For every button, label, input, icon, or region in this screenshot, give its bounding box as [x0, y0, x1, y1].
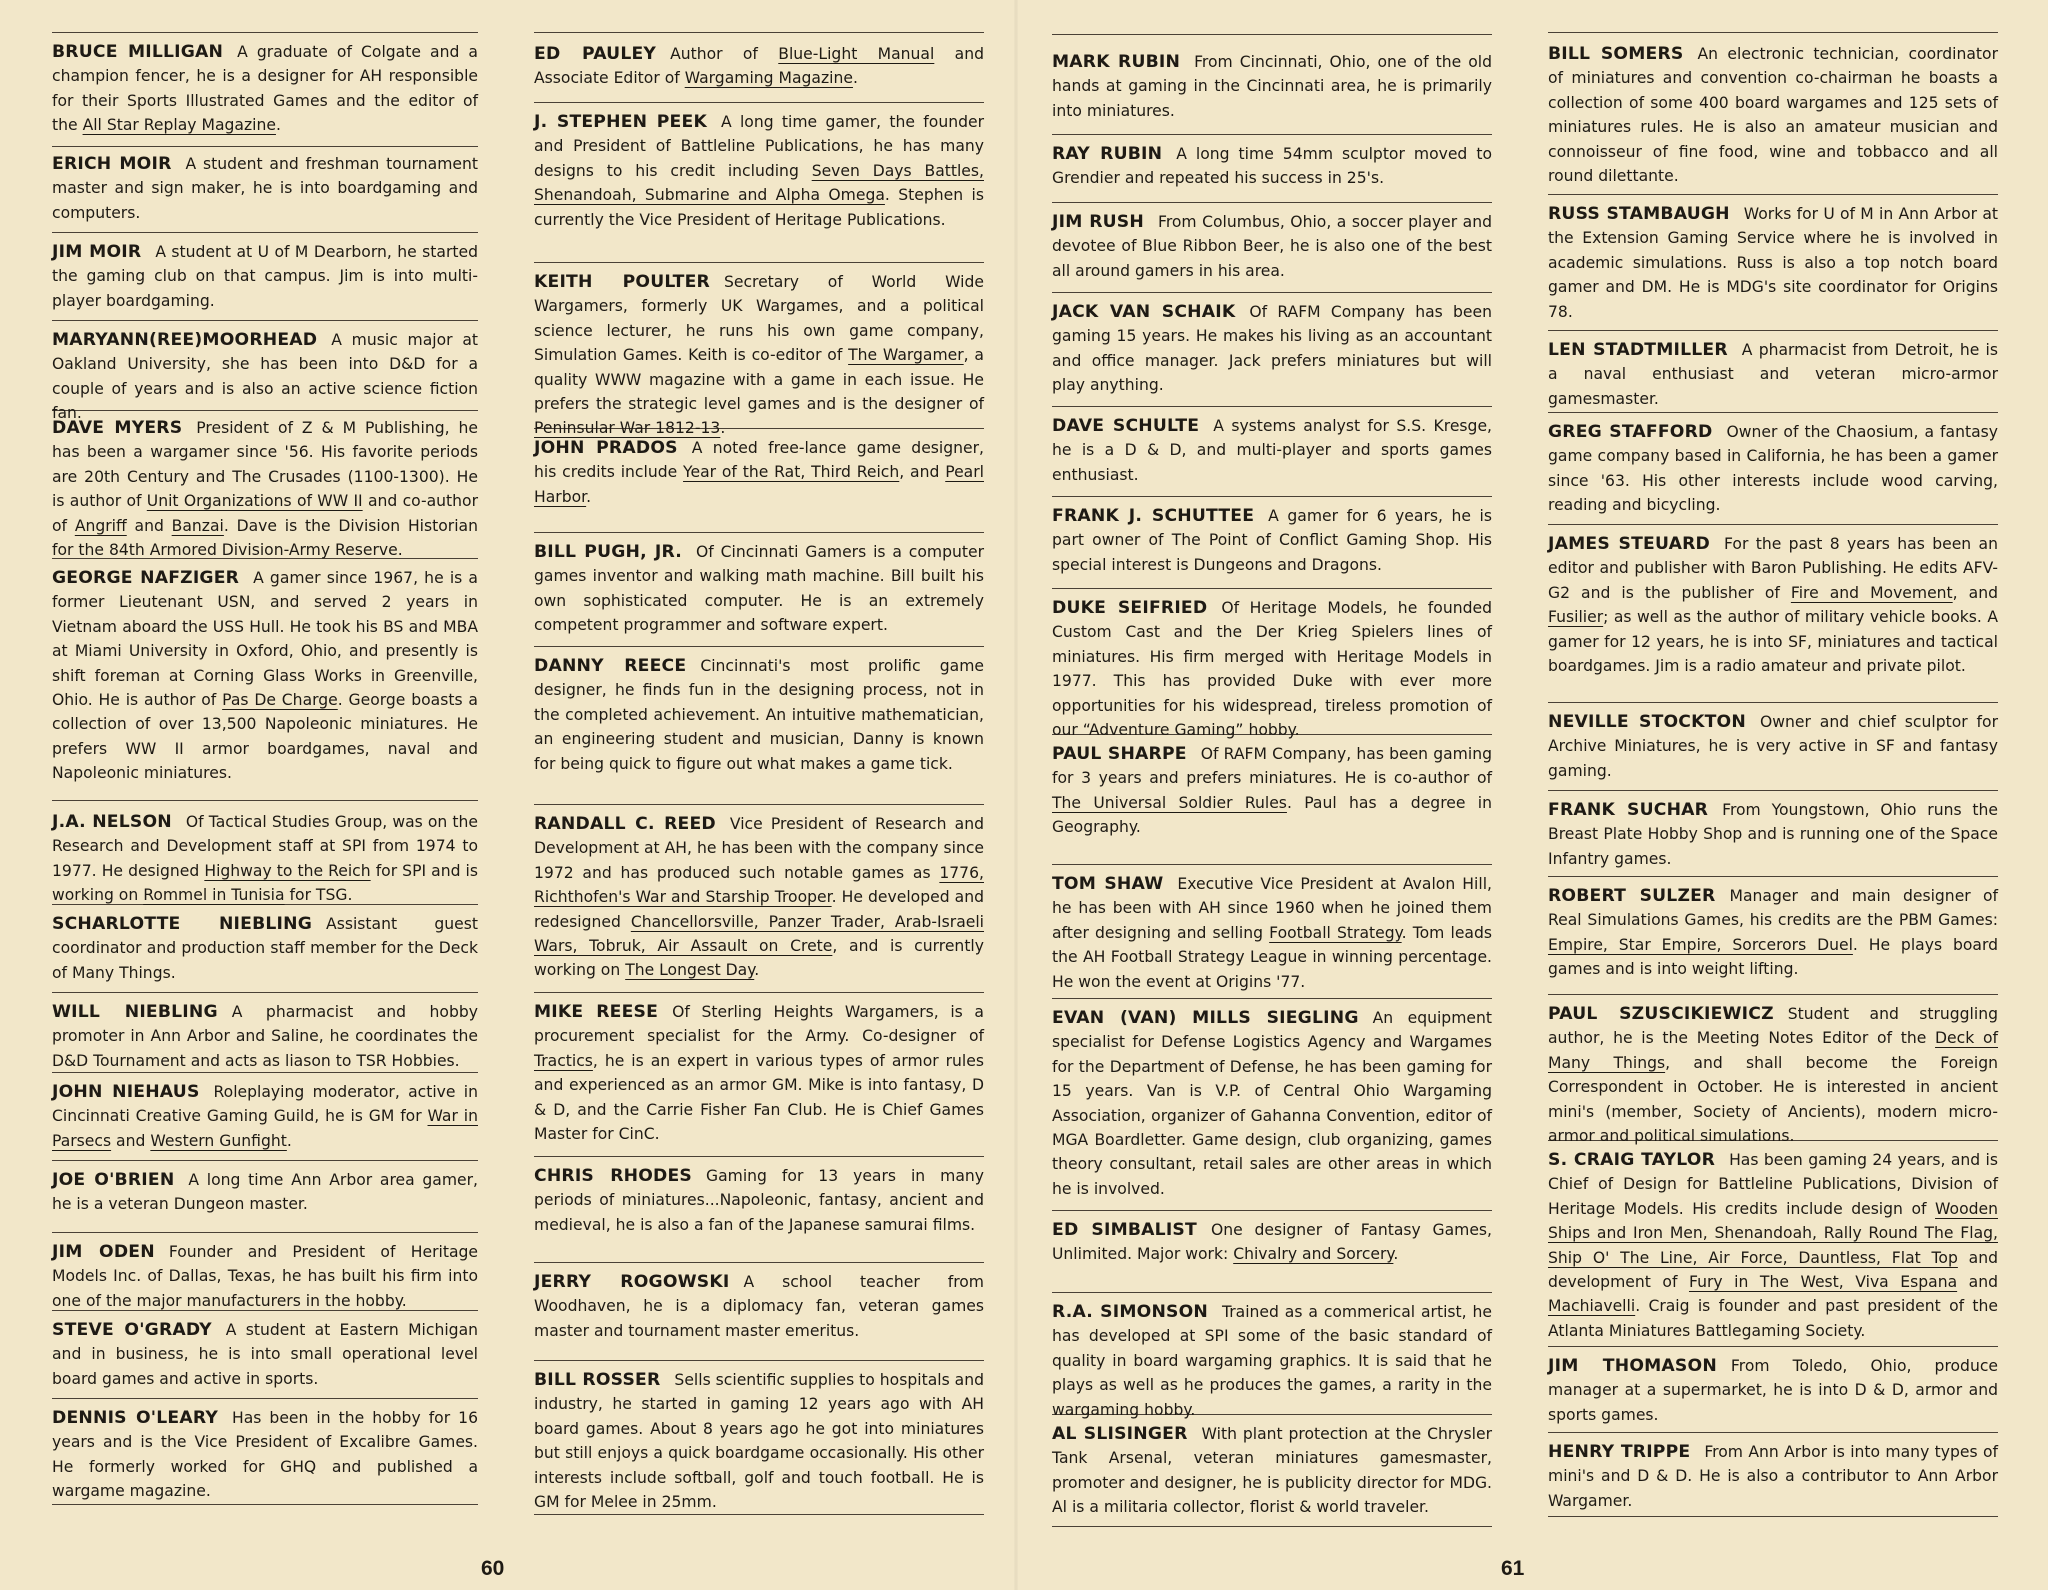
divider-rule	[52, 1504, 478, 1505]
divider-rule	[1052, 292, 1492, 293]
bio-text: Owner of the Chaosium, a fantasy game company based in California, he has been a gamer since '63. His other interests include wood carving, reading and bicycling.	[1548, 423, 1998, 515]
bio-name: FRANK SUCHAR	[1548, 800, 1709, 820]
divider-rule	[1052, 34, 1492, 35]
bio-text: ; as well as the author of military vehicle books. A gamer for 12 years, he is into SF, miniatures and tactical boardgames. Jim is a radio amateur and private pilot.	[1548, 608, 1998, 676]
bio-name: J.A. NELSON	[52, 812, 172, 832]
bio-entry	[1052, 742, 1492, 840]
bio-entry	[52, 152, 478, 225]
bio-text: Student and struggling author, he is the Meeting Notes Editor of the	[1548, 1005, 1998, 1048]
bio-text: Gaming for 13 years in many periods of miniatures...Napoleonic, fantasy, ancient and medieval, he is also a fan of the Japanese samurai films.	[534, 1167, 985, 1234]
bio-name: CHRIS RHODES	[534, 1166, 693, 1186]
bio-text: A long time gamer, the founder and President of Battleline Publications, he has many designs to his credit including	[534, 113, 984, 180]
bio-entry	[1052, 142, 1492, 191]
underlined-title: Year of the Rat, Third Reich	[683, 463, 900, 482]
divider-rule	[1052, 406, 1492, 407]
bio-text: Manager and main designer of Real Simulations Games, his credits are the PBM Games:	[1548, 887, 1998, 930]
divider-rule	[534, 646, 984, 647]
bio-text: .	[1393, 1245, 1399, 1264]
divider-rule	[1548, 790, 1998, 791]
underlined-title: The Wargamer	[848, 346, 964, 365]
bio-text: Of RAFM Company, has been gaming for 3 years and prefers miniatures. He is co-author of	[1052, 745, 1492, 788]
bio-name: BILL SOMERS	[1548, 44, 1684, 64]
bio-text: and	[1957, 1273, 1999, 1292]
bio-text: A student at Eastern Michigan and in business, he is into small operational level board games and active in sports.	[52, 1321, 479, 1388]
bio-text: From Ann Arbor is into many types of mini's and D & D. He is also a contributor to Ann Arbor Wargamer.	[1548, 1443, 1998, 1510]
bio-name: BRUCE MILLIGAN	[52, 42, 224, 62]
divider-rule	[534, 262, 984, 263]
divider-rule	[52, 800, 478, 801]
bio-name: JOHN PRADOS	[534, 438, 678, 458]
divider-rule	[1052, 496, 1492, 497]
bio-name: MIKE REESE	[534, 1002, 659, 1022]
page-number-left: 60	[481, 1557, 505, 1580]
divider-rule	[1548, 412, 1998, 413]
bio-text: From Toledo, Ohio, produce manager at a supermarket, he is into D & D, armor and sports games.	[1548, 1357, 1999, 1424]
divider-rule	[52, 32, 478, 33]
bio-text: A long time 54mm sculptor moved to Grendier and repeated his success in 25's.	[1052, 145, 1492, 188]
bio-entry	[1052, 1218, 1492, 1267]
bio-text: and co-author of	[52, 492, 479, 535]
bio-name: JAMES STEUARD	[1548, 534, 1710, 554]
bio-text: Vice President of Research and Development at AH, he has been with the company since 1972 and has produced such notable games as	[534, 815, 984, 882]
bio-entry	[52, 240, 478, 313]
divider-rule	[52, 1160, 478, 1161]
bio-text: and	[111, 1131, 151, 1150]
bio-name: PAUL SZUSCIKIEWICZ	[1548, 1004, 1774, 1024]
divider-rule	[52, 1398, 478, 1399]
bio-text: .	[586, 487, 592, 506]
bio-entry	[534, 436, 984, 509]
bio-text: .	[852, 69, 858, 88]
bio-entry	[52, 1000, 478, 1073]
bio-text: Works for U of M in Ann Arbor at the Extension Gaming Service where he is involved in academic simulations. Russ is also a top notch board gamer and DM. He is MDG's site coordinator for Origins 78.	[1548, 205, 1998, 321]
bio-name: JIM THOMASON	[1548, 1356, 1717, 1376]
bio-name: JIM ODEN	[52, 1242, 155, 1262]
bio-text: From Cincinnati, Ohio, one of the old hands at gaming in the Cincinnati area, he is primarily into miniatures.	[1052, 53, 1493, 120]
bio-name: ED PAULEY	[534, 44, 657, 64]
divider-rule	[1548, 702, 1998, 703]
bio-text: , and is currently working on	[534, 937, 984, 980]
bio-text: For the past 8 years has been an editor and publisher with Baron Publishing. He edits AFV-G2 and is the publisher of	[1548, 535, 1998, 602]
divider-rule	[1548, 1432, 1998, 1433]
underlined-title: The Longest Day	[625, 961, 755, 980]
underlined-title: 1776, Richthofen's War and Starship Trooper	[534, 863, 984, 907]
underlined-title: War in Parsecs	[52, 1107, 478, 1150]
underlined-title: Pearl Harbor	[534, 463, 984, 506]
bio-text: One designer of Fantasy Games, Unlimited. Major work:	[1052, 1221, 1492, 1264]
divider-rule	[1052, 1292, 1492, 1293]
bio-entry	[52, 1318, 478, 1391]
bio-text: Author of	[670, 45, 779, 63]
bio-entry	[1548, 1002, 1998, 1148]
divider-rule	[52, 992, 478, 993]
bio-text: A pharmacist and hobby promoter in Ann Arbor and Saline, he coordinates the D&D Tournament and acts as liason to TSR Hobbies.	[52, 1003, 478, 1070]
bio-name: SCHARLOTTE NIEBLING	[52, 914, 313, 934]
bio-text: Founder and President of Heritage Models Inc. of Dallas, Texas, he has built his firm into one of the major manufacturers in the hobby.	[52, 1243, 478, 1310]
bio-entry	[1052, 1300, 1492, 1422]
bio-text: . George boasts a collection of over 13,500 Napoleonic miniatures. He prefers WW II armor boardgames, naval and Napoleonic miniatures.	[52, 691, 478, 783]
bio-entry	[534, 270, 984, 441]
divider-rule	[534, 532, 984, 533]
bio-entry	[52, 912, 478, 985]
bio-name: JERRY ROGOWSKI	[534, 1272, 730, 1292]
underlined-title: Rommel in Tunisia	[143, 886, 285, 905]
bio-entry	[52, 1240, 478, 1313]
bio-name: J. STEPHEN PEEK	[534, 112, 707, 132]
divider-rule	[1052, 588, 1492, 589]
divider-rule	[1052, 998, 1492, 999]
underlined-title: Chivalry and Sorcery	[1233, 1245, 1394, 1264]
bio-entry	[1052, 596, 1492, 742]
bio-entry	[534, 42, 984, 91]
bio-text: A long time Ann Arbor area gamer, he is a veteran Dungeon master.	[52, 1171, 478, 1214]
bio-text: A systems analyst for S.S. Kresge, he is a D & D, and multi-player and sports games enthusiast.	[1052, 417, 1492, 484]
bio-entry	[534, 1164, 984, 1237]
underlined-title: Wooden Ships and Iron Men, Shenandoah, Rally Round The Flag, Ship O' The Line, Air Force, Dauntless, Flat Top	[1548, 1199, 1998, 1267]
bio-text: From Columbus, Ohio, a soccer player and devotee of Blue Ribbon Beer, he is also one of the best all around gamers in his area.	[1052, 213, 1492, 280]
bio-entry	[534, 1270, 984, 1343]
bio-name: BILL PUGH, JR.	[534, 542, 683, 562]
bio-name: S. CRAIG TAYLOR	[1548, 1150, 1716, 1170]
bio-text: An electronic technician, coordinator of miniatures and convention co-chairman he boasts a collection of some 400 board wargames and 125 sets of miniatures rules. He is also an amateur musician and connoisseur of fine food, wine and tobbacco and all round dilettante.	[1548, 45, 1998, 186]
bio-entry	[1052, 414, 1492, 487]
underlined-title: Angriff	[74, 516, 127, 535]
bio-name: JACK VAN SCHAIK	[1052, 302, 1236, 322]
bio-entry	[1548, 884, 1998, 982]
page-gutter	[1014, 0, 1018, 1590]
bio-text: , and	[899, 463, 946, 482]
bio-text: and Associate Editor of	[534, 45, 985, 88]
bio-name: BILL ROSSER	[534, 1370, 661, 1390]
bio-text: Of Sterling Heights Wargamers, is a procurement specialist for the Army. Co-designer of	[534, 1003, 984, 1046]
divider-rule	[534, 992, 984, 993]
bio-entry	[1548, 532, 1998, 678]
bio-text: . Stephen is currently the Vice President of Heritage Publications.	[534, 186, 984, 229]
bio-text: for SPI and is working on	[52, 861, 478, 905]
bio-name: ROBERT SULZER	[1548, 886, 1716, 906]
bio-text: A gamer for 6 years, he is part owner of The Point of Conflict Gaming Shop. His special interest is Dungeons and Dragons.	[1052, 507, 1492, 574]
bio-text: and	[126, 516, 172, 535]
bio-text: Secretary of World Wide Wargamers, formerly UK Wargames, and a political science lecturer, he runs his own game company, Simulation Games. Keith is co-editor of	[534, 273, 984, 365]
divider-rule	[534, 1156, 984, 1157]
divider-rule	[534, 1262, 984, 1263]
divider-rule	[534, 32, 984, 33]
bio-text: Assistant guest coordinator and production staff member for the Deck of Many Things.	[52, 915, 478, 982]
underlined-title: Unit Organizations of WW II	[146, 492, 363, 511]
bio-text: A noted free-lance game designer, his credits include	[534, 439, 984, 482]
underlined-title: The Universal Soldier Rules	[1052, 793, 1287, 812]
bio-entry	[534, 1000, 984, 1146]
bio-text: Has been in the hobby for 16 years and is the Vice President of Excalibre Games. He formerly worked for GHQ and published a wargame magazine.	[52, 1409, 478, 1501]
bio-text: President of Z & M Publishing, he has been a wargamer since '56. His favorite periods are 20th Century and The Crusades (1100-1300). He is author of	[52, 419, 478, 511]
bio-name: ED SIMBALIST	[1052, 1220, 1197, 1240]
bio-entry	[1548, 1354, 1998, 1427]
bio-text: An equipment specialist for Defense Logistics Agency and Wargames for the Department of Defense, he has been gaming for 15 years. Van is V.P. of Central Ohio Wargaming Association, organizer of Gahanna Convention, editor of MGA Boardletter. Game design, club organizing, games theory consultant, retail sales are other areas in which he is involved.	[1052, 1009, 1492, 1198]
bio-entry	[1548, 202, 1998, 324]
bio-text: A music major at Oakland University, she has been into D&D for a couple of years and is also an active science fiction fan.	[52, 331, 478, 423]
bio-entry	[1548, 1148, 1998, 1343]
bio-entry	[534, 540, 984, 638]
bio-name: R.A. SIMONSON	[1052, 1302, 1208, 1322]
bio-entry	[534, 1368, 984, 1514]
divider-rule	[1548, 1346, 1998, 1347]
divider-rule	[534, 1360, 984, 1361]
bio-text: A gamer since 1967, he is a former Lieutenant USN, and served 2 years in Vietnam aboard the USS Hull. He took his BS and MBA at Miami University in Oxford, Ohio, and presently is shift foreman at Corning Glass Works in Greenville, Ohio. He is author of	[52, 569, 478, 710]
underlined-title: Fire and Movement	[1790, 583, 1953, 602]
underlined-title: Western Gunfight	[150, 1131, 287, 1150]
bio-entry	[1548, 710, 1998, 783]
bio-entry	[52, 416, 478, 562]
divider-rule	[1548, 330, 1998, 331]
bio-entry	[1548, 420, 1998, 518]
bio-text: , he is an expert in various types of armor rules and experienced as an armor GM. Mike is into fantasy, D & D, and the Carrie Fisher Fan Club. He is Chief Games Master for CinC.	[534, 1051, 984, 1144]
bio-name: DANNY REECE	[534, 656, 687, 676]
divider-rule	[52, 1232, 478, 1233]
bio-name: LEN STADTMILLER	[1548, 340, 1728, 360]
bio-entry	[1052, 300, 1492, 398]
bio-text: . Craig is founder and past president of the Atlanta Miniatures Battlegaming Society.	[1548, 1297, 1998, 1340]
bio-name: HENRY TRIPPE	[1548, 1442, 1691, 1462]
bio-text: and development of	[1548, 1248, 1998, 1292]
bio-entry	[534, 110, 984, 232]
bio-name: RAY RUBIN	[1052, 144, 1163, 164]
bio-text: A student and freshman tournament master and sign maker, he is into boardgaming and computers.	[52, 155, 478, 222]
bio-text: Of Heritage Models, he founded Custom Cast and the Der Krieg Spielers lines of miniatures. His firm merged with Heritage Models in 1977. This has provided Duke with ever more opportunities for his widespread, tireless promotion of our “Adventure Gaming” hobby.	[1052, 599, 1492, 740]
bio-text: Executive Vice President at Avalon Hill, he has been with AH since 1960 when he joined them after designing and selling	[1052, 875, 1492, 942]
bio-text: Cincinnati's most prolific game designer, he finds fun in the designing process, not in the completed achievement. An intuitive mathematician, an engineering student and musician, Danny is known for being quick to figure out what makes a game tick.	[534, 657, 984, 773]
bio-name: DENNIS O'LEARY	[52, 1408, 218, 1428]
bio-entry	[1548, 1440, 1998, 1513]
bio-text: .	[275, 116, 281, 135]
bio-text: , and	[1952, 583, 1998, 602]
bio-entry	[534, 812, 984, 983]
bio-name: RANDALL C. REED	[534, 814, 716, 834]
bio-name: DAVE SCHULTE	[1052, 416, 1200, 436]
bio-name: NEVILLE STOCKTON	[1548, 712, 1746, 732]
underlined-title: All Star Replay Magazine	[82, 116, 276, 135]
bio-entry	[1052, 1422, 1492, 1520]
bio-name: RUSS STAMBAUGH	[1548, 204, 1730, 224]
bio-text: , a quality WWW magazine with a game in each issue. He prefers the strategic level games and is the designer of	[534, 346, 984, 414]
bio-name: GREG STAFFORD	[1548, 422, 1713, 442]
bio-name: ERICH MOIR	[52, 154, 172, 174]
underlined-title: Machiavelli	[1548, 1297, 1636, 1316]
bio-entry	[1052, 504, 1492, 577]
divider-rule	[52, 146, 478, 147]
bio-entry	[1052, 872, 1492, 994]
bio-text: . Tom leads the AH Football Strategy League in winning percentage. He won the event at Origins '77.	[1052, 923, 1492, 991]
bio-name: MARK RUBIN	[1052, 52, 1181, 72]
bio-entry	[1548, 798, 1998, 871]
bio-text: . He plays board games and is into weight lifting.	[1548, 935, 1998, 979]
divider-rule	[1548, 994, 1998, 995]
underlined-title: Chancellorsville, Panzer Trader, Arab-Israeli Wars, Tobruk, Air Assault on Crete	[534, 912, 985, 956]
divider-rule	[1548, 194, 1998, 195]
bio-entry	[52, 810, 478, 908]
bio-text: .	[754, 961, 760, 980]
bio-name: EVAN (VAN) MILLS SIEGLING	[1052, 1008, 1359, 1028]
bio-entry	[52, 1406, 478, 1504]
bio-entry	[52, 328, 478, 426]
divider-rule	[1052, 1210, 1492, 1211]
underlined-title: Empire, Star Empire, Sorcerors Duel	[1548, 935, 1853, 954]
bio-text: Owner and chief sculptor for Archive Miniatures, he is very active in SF and fantasy gaming.	[1548, 713, 1998, 780]
bio-name: STEVE O'GRADY	[52, 1320, 212, 1340]
underlined-title: Peninsular War 1812-13	[534, 419, 721, 438]
bio-text: A school teacher from Woodhaven, he is a diplomacy fan, veteran games master and tournament master emeritus.	[534, 1273, 984, 1340]
underlined-title: Fusilier	[1548, 608, 1604, 627]
bio-text: , and shall become the Foreign Correspondent in October. He is interested in ancient mini's (member, Society of Ancients), modern micro-armor and political simulations.	[1548, 1053, 1998, 1146]
bio-name: TOM SHAW	[1052, 874, 1164, 894]
underlined-title: Seven Days Battles, Shenandoah, Submarine and Alpha Omega	[534, 161, 984, 205]
divider-rule	[52, 232, 478, 233]
bio-text: From Youngstown, Ohio runs the Breast Plate Hobby Shop and is running one of the Space Infantry games.	[1548, 801, 1998, 868]
bio-entry	[1052, 50, 1492, 123]
underlined-title: Pas De Charge	[222, 691, 338, 710]
bio-name: PAUL SHARPE	[1052, 744, 1187, 764]
bio-name: AL SLISINGER	[1052, 1424, 1188, 1444]
bio-entry	[52, 1168, 478, 1217]
underlined-title: Deck of Many Things	[1548, 1029, 1998, 1072]
bio-text: .	[720, 419, 726, 438]
bio-entry	[52, 40, 478, 138]
divider-rule	[534, 102, 984, 103]
bio-name: JIM MOIR	[52, 242, 142, 262]
bio-name: DAVE MYERS	[52, 418, 183, 438]
underlined-title: Highway to the Reich	[204, 861, 371, 880]
divider-rule	[1548, 1516, 1998, 1517]
divider-rule	[1052, 1526, 1492, 1527]
bio-name: JOE O'BRIEN	[52, 1170, 175, 1190]
bio-text: Of Cincinnati Gamers is a computer games inventor and walking math machine. Bill built his own sophisticated computer. He is an extremely competent programmer and software expert.	[534, 543, 984, 635]
bio-text: . He developed and redesigned	[534, 888, 984, 931]
bio-entry	[52, 1080, 478, 1153]
page-number-right: 61	[1501, 1557, 1525, 1580]
bio-name: DUKE SEIFRIED	[1052, 598, 1208, 618]
bio-entry	[1548, 42, 1998, 188]
bio-text: . Dave is the Division Historian for the 84th Armored Division-Army Reserve.	[52, 516, 478, 560]
divider-rule	[1052, 134, 1492, 135]
bio-name: JIM RUSH	[1052, 212, 1144, 232]
underlined-title: Fury in The West, Viva Espana	[1688, 1273, 1958, 1292]
bio-entry	[1052, 1006, 1492, 1201]
bio-text: Of RAFM Company has been gaming 15 years. He makes his living as an accountant and office manager. Jack prefers miniatures but will play anything.	[1052, 303, 1492, 395]
bio-text: .	[286, 1131, 292, 1150]
bio-text: for TSG.	[284, 886, 353, 905]
bio-text: . Paul has a degree in Geography.	[1052, 793, 1492, 837]
bio-text: A graduate of Colgate and a champion fencer, he is a designer for AH responsible for their Sports Illustrated Games and the editor of the	[52, 43, 478, 135]
bio-name: JOHN NIEHAUS	[52, 1082, 200, 1102]
bio-text: Of Tactical Studies Group, was on the Research and Development staff at SPI from 1974 to 1977. He designed	[52, 813, 478, 880]
bio-name: GEORGE NAFZIGER	[52, 568, 240, 588]
underlined-title: Wargaming Magazine	[684, 69, 853, 88]
bio-entry	[1548, 338, 1998, 411]
divider-rule	[1052, 864, 1492, 865]
bio-text: Trained as a commerical artist, he has developed at SPI some of the basic standard of quality in board wargaming graphics. It is said that he plays as well as he produces the games, a rarity in the wargaming hobby.	[1052, 1303, 1492, 1419]
bio-text: Has been gaming 24 years, and is Chief of Design for Battleline Publications, Division of Heritage Models. His credits include design of	[1548, 1151, 1998, 1218]
bio-entry	[1052, 210, 1492, 283]
divider-rule	[534, 804, 984, 805]
bio-entry	[534, 654, 984, 776]
bio-text: Sells scientific supplies to hospitals and industry, he started in gaming 12 years ago with AH board games. About 8 years ago he got into miniatures but still enjoys a quick boardgame occasionally. His other interests include softball, golf and touch football. He is GM for Melee in 25mm.	[534, 1371, 985, 1512]
bio-text: Roleplaying moderator, active in Cincinnati Creative Gaming Guild, he is GM for	[52, 1083, 479, 1126]
underlined-title: Football Strategy	[1269, 923, 1402, 942]
bio-name: KEITH POULTER	[534, 272, 710, 292]
bio-name: MARYANN(REE)MOORHEAD	[52, 330, 318, 350]
bio-name: WILL NIEBLING	[52, 1002, 218, 1022]
divider-rule	[1548, 876, 1998, 877]
underlined-title: Banzai	[171, 516, 224, 535]
divider-rule	[52, 320, 478, 321]
bio-text: With plant protection at the Chrysler Tank Arsenal, veteran miniatures gamesmaster, promoter and designer, he is publicity director for MDG. Al is a militaria collector, florist & world traveler.	[1052, 1425, 1492, 1517]
underlined-title: Tractics	[534, 1051, 593, 1070]
bio-entry	[52, 566, 478, 786]
divider-rule	[1548, 524, 1998, 525]
divider-rule	[1052, 202, 1492, 203]
bio-text: A student at U of M Dearborn, he started the gaming club on that campus. Jim is into multi-player boardgaming.	[52, 243, 478, 310]
bio-text: A pharmacist from Detroit, he is a naval enthusiast and veteran micro-armor gamesmaster.	[1548, 341, 1998, 408]
bio-name: FRANK J. SCHUTTEE	[1052, 506, 1255, 526]
divider-rule	[1548, 32, 1998, 33]
underlined-title: Blue-Light Manual	[778, 45, 935, 63]
